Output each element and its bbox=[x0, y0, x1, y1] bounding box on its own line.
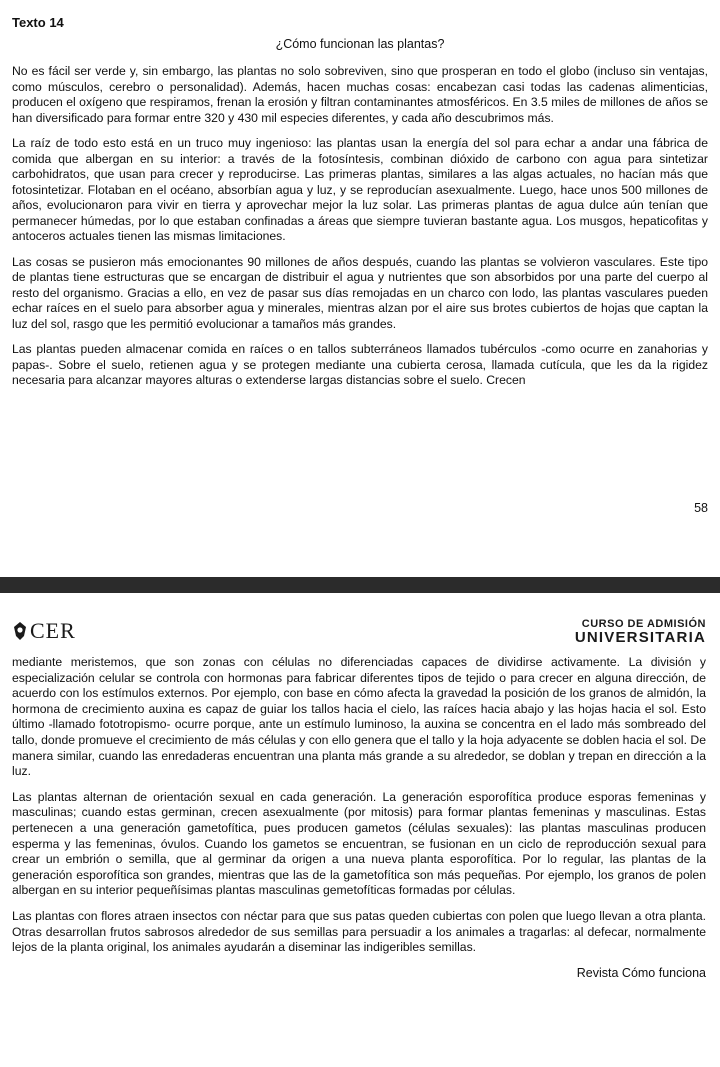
paragraph: mediante meristemos, que son zonas con células no diferenciadas capaces de dividirse activamente. La división y especialización celular se controla con hormonas para fabricar diferentes tipos de tejido o para crecer en alguna dirección, de acuerdo con los estímulos externos. Por ejemplo, con base en cómo afecta la gravedad la posición de los granos de almidón, la hormona de crecimiento auxina es capaz de guiar los tallos hacia el cielo, las raíces hacia abajo y las hojas hacia el sol. Esto último -llamado fototropismo- ocurre porque, ante un estímulo luminoso, la auxina se concentra en el lado más sombreado del tallo, donde promueve el crecimiento de más células y con ello genera que el tallo y la hoja adyacente se doblen hacia el sol. De manera similar, cuando las enredaderas encuentran una planta más grande a su alrededor, se doblan y trepan en dirección a la luz. bbox=[12, 655, 706, 779]
source-citation: Revista Cómo funciona bbox=[576, 965, 706, 980]
article-title: ¿Cómo funcionan las plantas? bbox=[275, 37, 445, 51]
text-number-label: Texto 14 bbox=[12, 15, 64, 30]
logo-text: CER bbox=[30, 618, 76, 643]
paragraph: Las plantas pueden almacenar comida en raíces o en tallos subterráneos llamados tubérculos -como ocurre en zanahorias y papas-. Sobre el suelo, retienen agua y se protegen mediante una cubierta cerosa, llamada cutícula, que les da la rigidez necesaria para alcanzar mayores alturas o extenderse largas distancias sobre el suelo. Crecen bbox=[12, 342, 708, 387]
page-header bbox=[12, 593, 706, 655]
course-title bbox=[575, 618, 706, 645]
paragraph: La raíz de todo esto está en un truco muy ingenioso: las plantas usan la energía del sol para echar a andar una fábrica de comida que albergan en su interior: a través de la fotosíntesis, combinan dióxido de carbono con agua para sintetizar carbohidratos, que usan para crecer y reproducirse. Las primeras plantas, similares a las algas actuales, no hacían más que fotosintetizar. Flotaban en el océano, absorbían agua y luz, y se reproducían asexualmente. Luego, hace unos 500 millones de años, evolucionaron para vivir en tierra y aprovechar mejor la luz solar. Las primeras plantas de agua dulce aún tenían que permanecer húmedas, por lo que estaban confinadas a áreas que siempre tuvieran bastante agua. Los musgos, hepaticofitas y antoceros actuales tienen las mismas limitaciones. bbox=[12, 136, 708, 243]
paragraph: Las cosas se pusieron más emocionantes 90 millones de años después, cuando las plantas se volvieron vasculares. Este tipo de plantas tiene estructuras que se encargan de distribuir el agua y nutrientes que son absorbidos por una parte del cuerpo al resto del organismo. Gracias a ello, en vez de pasar sus días remojadas en un charco con lodo, las plantas vasculares pueden echar raíces en el suelo para absorber agua y minerales, mientras alzan por el aire sus brotes cubiertos de hojas que captan la luz del sol, rasgo que les permitió evolucionar a tamaños más grandes. bbox=[12, 254, 708, 331]
course-title-line1: CURSO DE ADMISIÓN bbox=[581, 618, 706, 630]
document-page-59 bbox=[0, 593, 720, 1067]
paragraph: Las plantas con flores atraen insectos con néctar para que sus patas queden cubiertas con polen que luego llevan a otra planta. Otras desarrollan frutos sabrosos alrededor de sus semillas para persuadir a los animales a tragarlas: al defecar, normalmente lejos de la planta original, los animales ayudarán a diseminar las indigeribles semillas. bbox=[12, 908, 706, 955]
paragraph: Las plantas alternan de orientación sexual en cada generación. La generación esporofítica produce esporas femeninas y masculinas; cuando estas germinan, crecen asexualmente (por mitosis) para formar plantas femeninas y masculinas. Estas pertenecen a una generación gametofítica, pues producen gametos (células sexuales): las plantas masculinas producen esperma y las femeninas, óvulos. Cuando los gametos se encuentran, se fusionan en un ciclo de reproducción sexual para crear un embrión o semilla, que al germinar da origen a una nueva planta esporofítica. Por lo regular, las plantas de la generación esporofítica son grandes, mientras que las de la gametofítica son más pequeñas. Por ejemplo, los granos de polen albergan en su interior pequeñísimas plantas masculinas gemetofíticas formadas por células. bbox=[12, 789, 706, 898]
course-title-line2: UNIVERSITARIA bbox=[574, 629, 706, 646]
cer-emblem-icon bbox=[12, 621, 28, 641]
page-separator bbox=[0, 577, 720, 593]
cer-logo bbox=[12, 618, 76, 644]
page-number: 58 bbox=[694, 501, 708, 515]
paragraph: No es fácil ser verde y, sin embargo, las plantas no solo sobreviven, sino que prosperan en todo el globo (incluso sin ventajas, como músculos, cerebro o personalidad). Además, hacen muchas cosas: encabezan casi todas las cadenas alimenticias, producen el oxígeno que respiramos, frenan la erosión y filtran contaminantes atmosféricos. En 3.5 miles de millones de años se han diversificado para formar entre 320 y 430 mil especies diferentes, y cada año descubrimos más. bbox=[12, 64, 708, 125]
